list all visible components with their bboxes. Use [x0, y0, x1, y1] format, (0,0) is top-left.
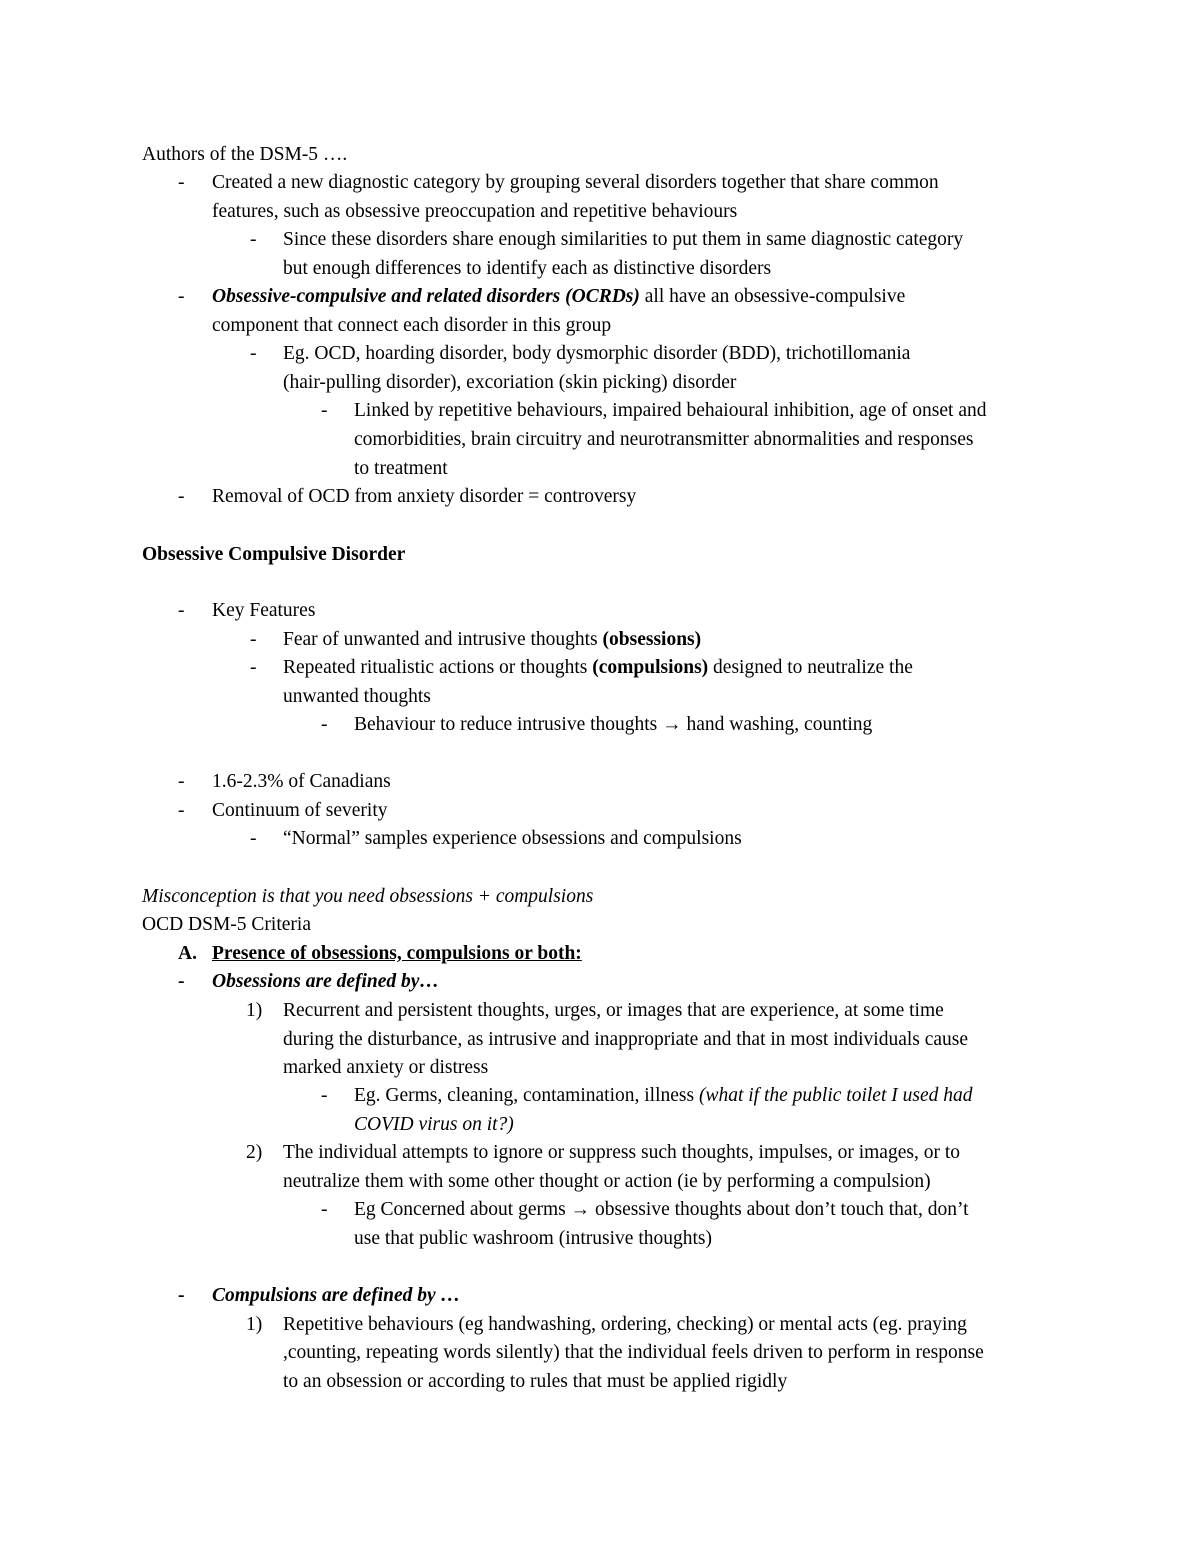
- bullet-dash: -: [321, 1199, 328, 1220]
- text-line: during the disturbance, as intrusive and inappropriate and that in most individuals cause: [283, 1029, 969, 1050]
- bullet-dash: -: [250, 657, 257, 678]
- text-line: to treatment: [354, 458, 448, 479]
- text-line: features, such as obsessive preoccupation and repetitive behaviours: [212, 201, 738, 222]
- text-span: all have an obsessive-compulsive: [639, 286, 906, 307]
- text-line: to an obsession or according to rules that must be applied rigidly: [283, 1371, 788, 1392]
- section-heading: Obsessive Compulsive Disorder: [142, 544, 406, 565]
- text-line: Linked by repetitive behaviours, impaired behaioural inhibition, age of onset and: [354, 400, 987, 421]
- intro-heading: Authors of the DSM-5 ….: [142, 144, 348, 165]
- bullet-dash: -: [178, 172, 185, 193]
- bullet-dash: -: [178, 771, 185, 792]
- text-line: comorbidities, brain circuitry and neurotransmitter abnormalities and responses: [354, 429, 974, 450]
- list-marker: A.: [178, 943, 197, 964]
- bullet-dash: -: [250, 629, 257, 650]
- bullet-dash: -: [321, 1085, 328, 1106]
- text-line: “Normal” samples experience obsessions and compulsions: [283, 828, 742, 849]
- criterion-a-title: Presence of obsessions, compulsions or both:: [212, 943, 582, 964]
- bullet-dash: -: [178, 286, 185, 307]
- text-line: COVID virus on it?): [354, 1114, 514, 1135]
- bullet-dash: -: [321, 714, 328, 735]
- text-line: Key Features: [212, 600, 316, 621]
- text-line: Eg. OCD, hoarding disorder, body dysmorphic disorder (BDD), trichotillomania: [283, 343, 911, 364]
- text-line: component that connect each disorder in this group: [212, 315, 612, 336]
- text-line: Eg Concerned about germs → obsessive thoughts about don’t touch that, don’t: [354, 1199, 969, 1220]
- ocrd-term: Obsessive-compulsive and related disorders (OCRDs): [212, 286, 640, 307]
- text-line: (hair-pulling disorder), excoriation (skin picking) disorder: [283, 372, 737, 393]
- compulsions-subheading: Compulsions are defined by …: [212, 1285, 461, 1306]
- obsessions-term: (obsessions): [602, 629, 702, 650]
- text-line: Removal of OCD from anxiety disorder = controversy: [212, 486, 637, 507]
- text-line: [212, 283, 905, 311]
- bullet-dash: -: [250, 828, 257, 849]
- bullet-dash: -: [250, 343, 257, 364]
- text-span: Repeated ritualistic actions or thoughts: [283, 657, 593, 678]
- obsessions-subheading: Obsessions are defined by…: [212, 971, 439, 992]
- text-line: unwanted thoughts: [283, 686, 431, 707]
- text-line: neutralize them with some other thought or action (ie by performing a compulsion): [283, 1171, 931, 1192]
- text-line: ,counting, repeating words silently) that the individual feels driven to perform in response: [283, 1342, 984, 1363]
- bullet-dash: -: [178, 600, 185, 621]
- text-line: Recurrent and persistent thoughts, urges, or images that are experience, at some time: [283, 1000, 944, 1021]
- bullet-dash: -: [178, 1285, 185, 1306]
- bullet-dash: -: [321, 400, 328, 421]
- bullet-dash: -: [250, 229, 257, 250]
- text-line: use that public washroom (intrusive thoughts): [354, 1228, 712, 1249]
- list-marker: 2): [246, 1142, 263, 1163]
- text-line: Continuum of severity: [212, 800, 388, 821]
- text-span: designed to neutralize the: [708, 657, 913, 678]
- text-line: 1.6-2.3% of Canadians: [212, 771, 391, 792]
- text-line: but enough differences to identify each as distinctive disorders: [283, 258, 772, 279]
- example-question: (what if the public toilet I used had: [698, 1085, 973, 1106]
- bullet-dash: -: [178, 971, 185, 992]
- list-marker: 1): [246, 1000, 263, 1021]
- bullet-dash: -: [178, 800, 185, 821]
- criteria-heading: OCD DSM-5 Criteria: [142, 914, 311, 935]
- text-line: Repetitive behaviours (eg handwashing, ordering, checking) or mental acts (eg. praying: [283, 1314, 967, 1335]
- text-line: [283, 626, 701, 654]
- text-line: Since these disorders share enough similarities to put them in same diagnostic category: [283, 229, 964, 250]
- bullet-dash: -: [178, 486, 185, 507]
- compulsions-term: (compulsions): [592, 657, 709, 678]
- text-line: marked anxiety or distress: [283, 1057, 489, 1078]
- text-line: [283, 654, 913, 682]
- text-line: Behaviour to reduce intrusive thoughts → hand washing, counting: [354, 714, 873, 735]
- text-line: The individual attempts to ignore or suppress such thoughts, impulses, or images, or to: [283, 1142, 960, 1163]
- text-line: [354, 1082, 972, 1110]
- text-span: Fear of unwanted and intrusive thoughts: [283, 629, 603, 650]
- misconception-note: Misconception is that you need obsessions + compulsions: [142, 886, 594, 907]
- list-marker: 1): [246, 1314, 263, 1335]
- text-span: Eg. Germs, cleaning, contamination, illness: [354, 1085, 699, 1106]
- text-line: Created a new diagnostic category by grouping several disorders together that share common: [212, 172, 939, 193]
